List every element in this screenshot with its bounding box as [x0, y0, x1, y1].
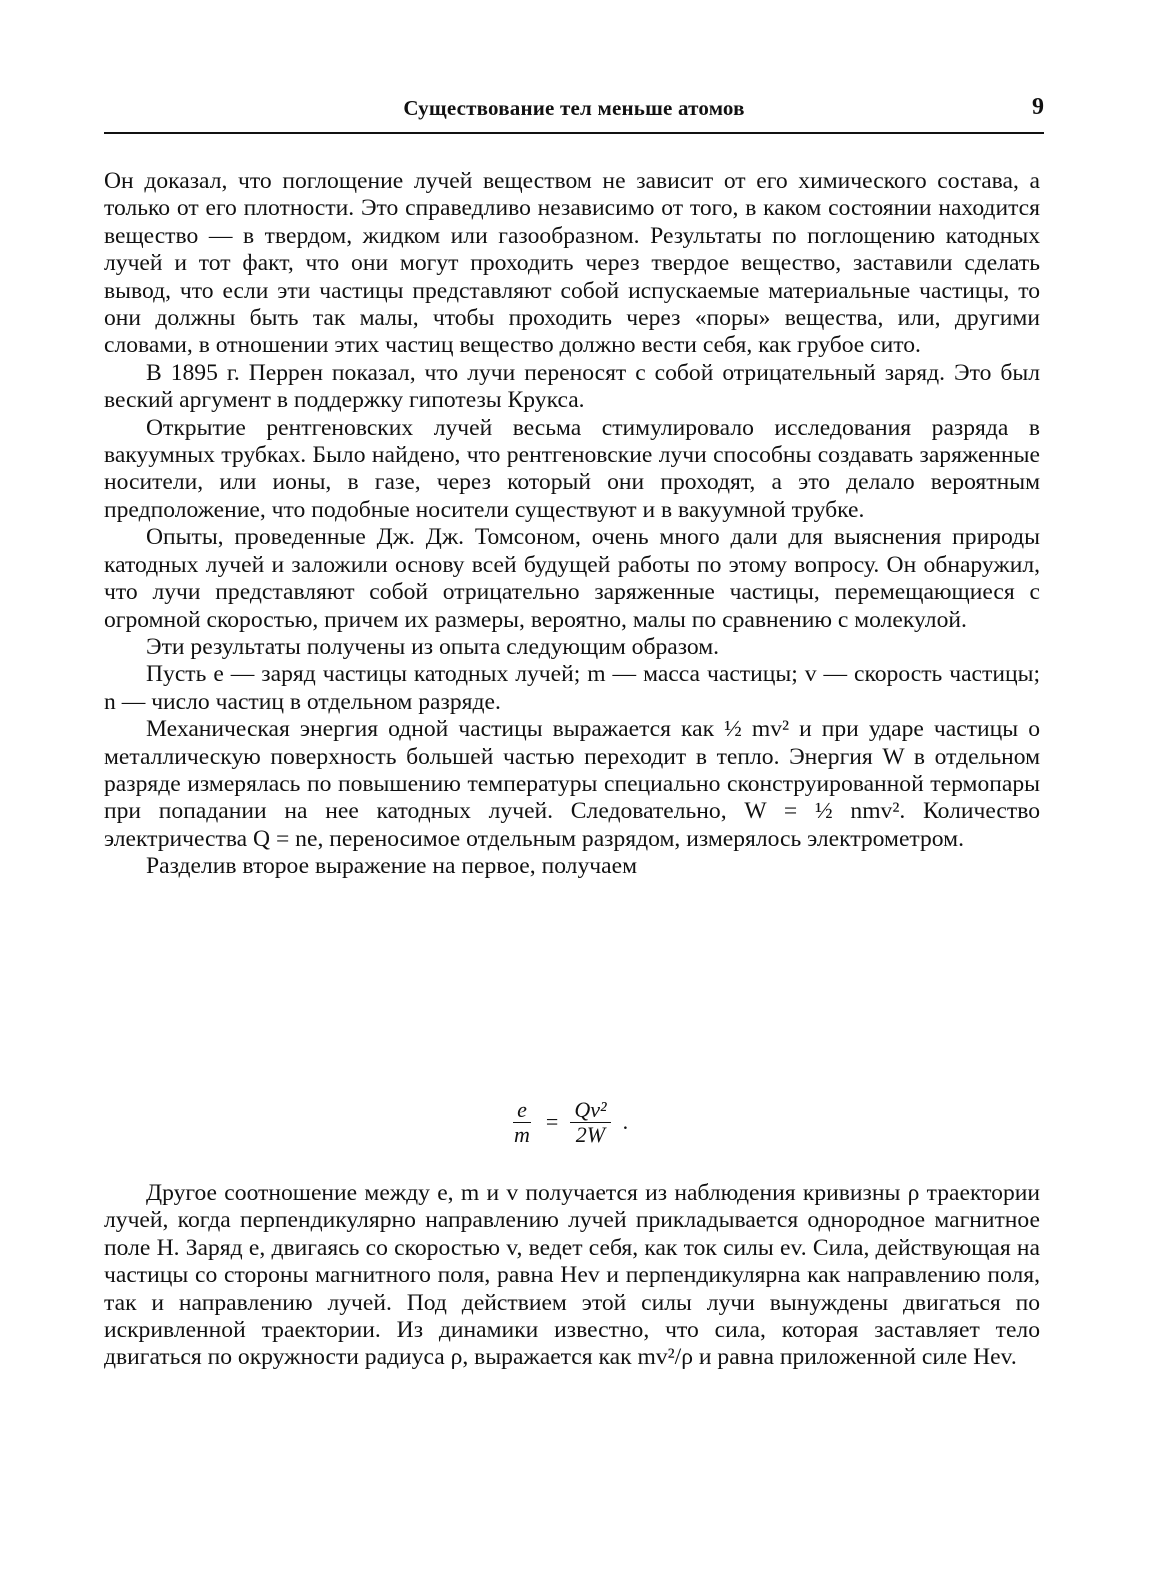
page-number: 9 — [1032, 94, 1044, 120]
formula-equals: = — [545, 1109, 559, 1135]
running-title: Существование тел меньше атомов — [403, 96, 745, 120]
paragraph-2: В 1895 г. Перрен показал, что лучи переносят с собой отрицательный заряд. Это был веский аргумент в поддержку гипотезы Крукса. — [104, 359, 1040, 414]
formula-lhs-fraction — [510, 1098, 534, 1147]
paragraph-8: Разделив второе выражение на первое, получаем — [146, 853, 637, 880]
formula-lhs-denominator: m — [514, 1121, 530, 1147]
formula-rhs-denominator: 2W — [575, 1121, 606, 1147]
formula-terminator: . — [622, 1109, 629, 1135]
formula-lhs-numerator: e — [513, 1098, 531, 1123]
paragraph-1: Он доказал, что поглощение лучей веществом не зависит от его химического состава, а только от его плотности. Это справедливо независимо от того, в каком состоянии находится вещество — в твердом, жидком или газообразном. Результаты по поглощению катодных лучей и тот факт, что они могут проходить через твердое вещество, заставили сделать вывод, что если эти частицы представляют собой испускаемые материальные частицы, то они должны быть так малы, чтобы проходить через «поры» вещества, или, другими словами, в отношении этих частиц вещество должно вести себя, как грубое сито. — [104, 168, 1040, 359]
formula-rhs-fraction — [570, 1098, 610, 1147]
formula-rhs-numerator: Qv² — [570, 1098, 610, 1123]
paragraph-9: Другое соотношение между e, m и v получается из наблюдения кривизны ρ траектории лучей, когда перпендикулярно направлению лучей прикладывается однородное магнитное поле H. Заряд e, двигаясь со скоростью v, ведет себя, как ток силы ev. Сила, действующая на частицы со стороны магнитного поля, равна Hev и перпендикулярна как направлению поля, так и направлению лучей. Под действием этой силы лучи вынуждены двигаться по искривленной траектории. Из динамики известно, что сила, которая заставляет тело двигаться по окружности радиуса ρ, выражается как mv²/ρ и равна приложенной силе Hev. — [104, 1180, 1040, 1371]
paragraph-4: Опыты, проведенные Дж. Дж. Томсоном, очень много дали для выяснения природы катодных лучей и заложили основу всей будущей работы по этому вопросу. Он обнаружил, что лучи представляют собой отрицательно заряженные частицы, перемещающиеся с огромной скоростью, причем их размеры, вероятно, малы по сравнению с молекулой. — [104, 524, 1040, 633]
paragraph-5: Эти результаты получены из опыта следующим образом. — [146, 633, 720, 660]
formula-e-over-m — [104, 1090, 1040, 1154]
body-text — [104, 168, 1040, 1371]
text-after-formula — [104, 1180, 1040, 1372]
paragraph-6: Пусть e — заряд частицы катодных лучей; m — масса частицы; v — скорость частицы; n — число частиц в отдельном разряде. — [104, 661, 1040, 715]
paragraph-3: Открытие рентгеновских лучей весьма стимулировало исследования разряда в вакуумных трубках. Было найдено, что рентгеновские лучи способны создавать заряженные носители, или ионы, в газе, через который они проходят, а это делало вероятным предположение, что подобные носители существуют и в вакуумной трубке. — [104, 414, 1040, 523]
header-rule — [104, 132, 1044, 134]
running-head — [104, 96, 1044, 136]
paragraph-7: Механическая энергия одной частицы выражается как ½ mv² и при ударе частицы о металлическую поверхность большей частью переходит в тепло. Энергия W в отдельном разряде измерялась по повышению температуры специально сконструированной термопары при попадании на нее катодных лучей. Следовательно, W = ½ nmv². Количество электричества Q = ne, переносимое отдельным разрядом, измерялось электрометром. — [104, 716, 1040, 852]
